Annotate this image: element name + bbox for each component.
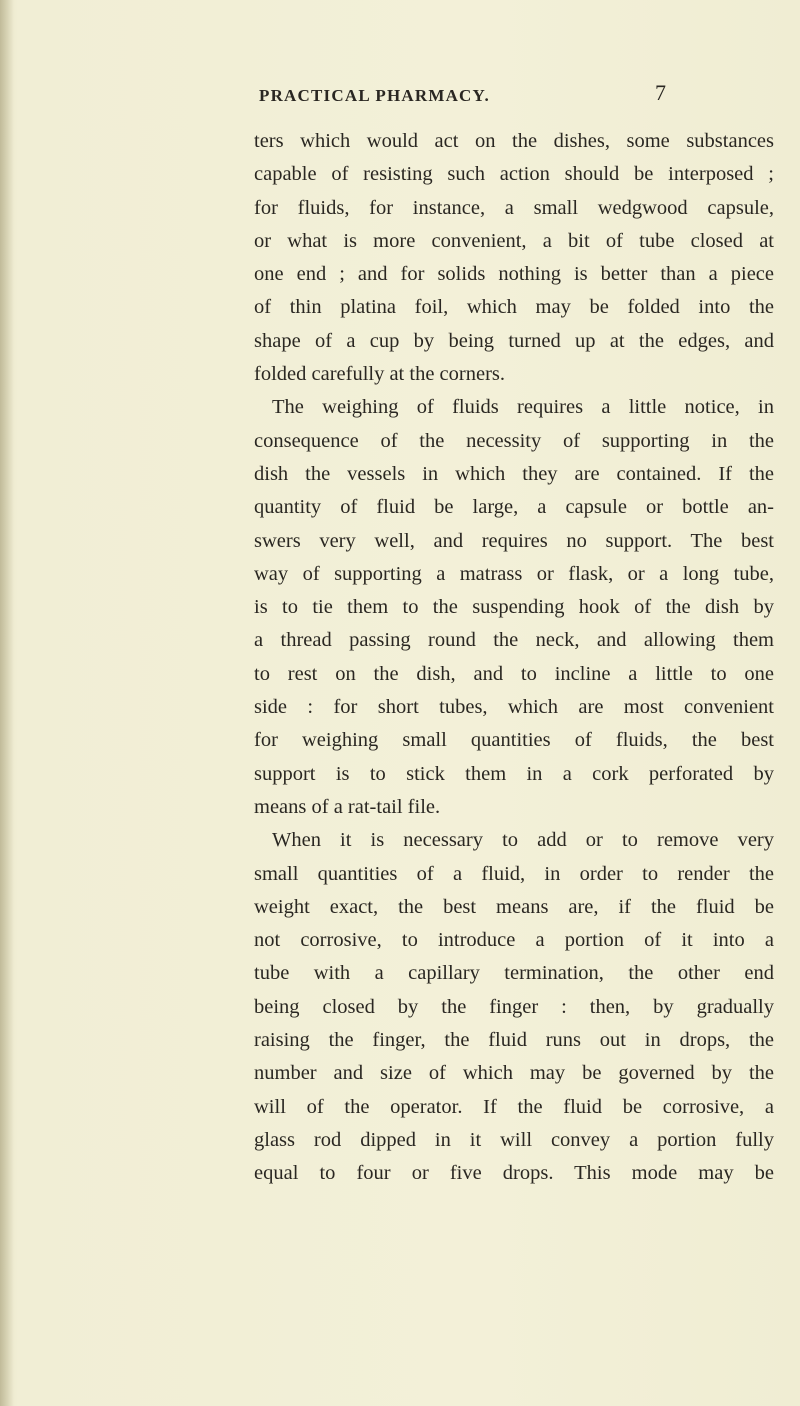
- text-line: consequence of the necessity of supporting in the: [254, 429, 774, 452]
- text-line: of thin platina foil, which may be folded into the: [254, 296, 774, 319]
- text-line: equal to four or five drops. This mode may be: [254, 1162, 774, 1185]
- text-line: folded carefully at the corners.: [254, 363, 506, 386]
- text-line: one end ; and for solids nothing is better than a piece: [254, 263, 774, 286]
- text-line: will of the operator. If the fluid be corrosive, a: [254, 1095, 774, 1118]
- text-line: raising the finger, the fluid runs out in drops, the: [254, 1029, 774, 1052]
- text-line: tube with a capillary termination, the other end: [254, 962, 774, 985]
- text-line: When it is necessary to add or to remove very: [272, 829, 774, 852]
- text-line: a thread passing round the neck, and allowing them: [254, 629, 774, 652]
- text-line: to rest on the dish, and to incline a little to one: [254, 662, 774, 685]
- text-line: side : for short tubes, which are most convenient: [254, 696, 774, 719]
- text-line: for weighing small quantities of fluids, the best: [254, 729, 774, 752]
- text-line: being closed by the finger : then, by gradually: [254, 995, 774, 1018]
- text-line: weight exact, the best means are, if the fluid be: [254, 895, 774, 918]
- text-line: quantity of fluid be large, a capsule or bottle an-: [254, 496, 774, 519]
- text-line: dish the vessels in which they are contained. If the: [254, 462, 774, 485]
- text-line: capable of resisting such action should be interposed ;: [254, 163, 774, 186]
- body-text: [254, 125, 774, 1191]
- gutter-shadow: [0, 0, 14, 1406]
- text-line: means of a rat-tail file.: [254, 795, 441, 818]
- text-line: support is to stick them in a cork perforated by: [254, 762, 774, 785]
- running-head: [0, 80, 800, 116]
- text-line: or what is more convenient, a bit of tube closed at: [254, 229, 774, 252]
- text-line: ters which would act on the dishes, some substances: [254, 130, 774, 152]
- text-line: glass rod dipped in it will convey a portion fully: [254, 1128, 774, 1151]
- page-number: 7: [655, 80, 666, 105]
- text-line: shape of a cup by being turned up at the edges, and: [254, 329, 774, 352]
- text-line: not corrosive, to introduce a portion of it into a: [254, 929, 774, 952]
- text-line: swers very well, and requires no support. The best: [254, 529, 774, 552]
- text-line: number and size of which may be governed by the: [254, 1062, 774, 1085]
- text-line: for fluids, for instance, a small wedgwood capsule,: [254, 196, 774, 219]
- text-line: small quantities of a fluid, in order to render the: [254, 862, 774, 885]
- text-line: The weighing of fluids requires a little notice, in: [272, 396, 774, 419]
- text-line: is to tie them to the suspending hook of the dish by: [254, 596, 774, 619]
- running-head-title: PRACTICAL PHARMACY.: [259, 86, 490, 105]
- text-line: way of supporting a matrass or flask, or a long tube,: [254, 562, 774, 585]
